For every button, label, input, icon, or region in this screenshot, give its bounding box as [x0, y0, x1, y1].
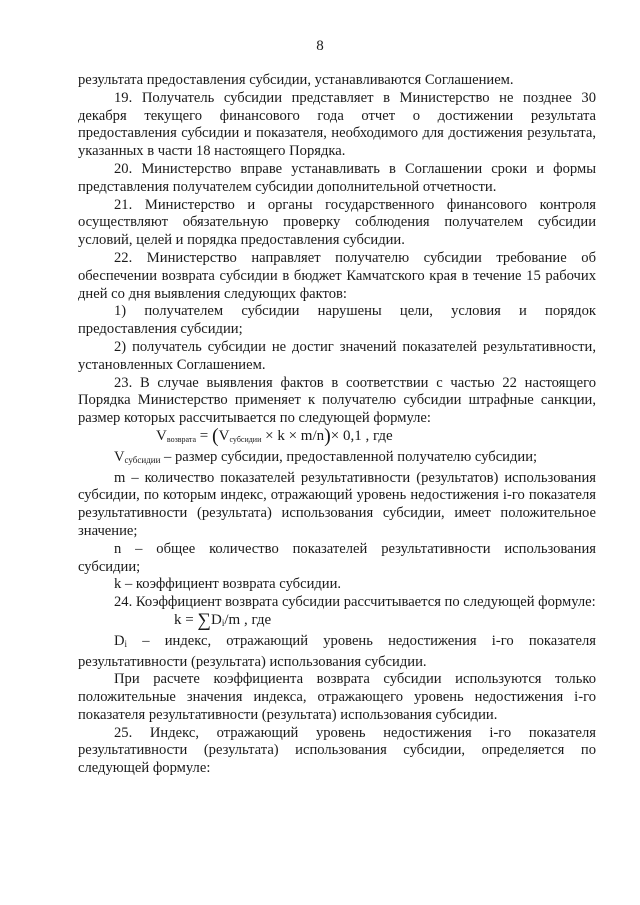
formula-v-subscript: возврата — [166, 434, 196, 444]
def-v-subscript: субсидии — [124, 454, 161, 465]
paragraph-23: 23. В случае выявления фактов в соответствии с частью 22 настоящего Порядка Министерство применяет к получателю субсидии штрафные санкции, размер которых рассчитывается по следующей формуле: — [78, 374, 596, 427]
document-body — [78, 72, 596, 778]
definition-di — [78, 633, 596, 672]
paragraph-25: 25. Индекс, отражающий уровень недостижения i-го показателя результативности (результата) использования субсидии, определяется по следующей формуле: — [78, 724, 596, 777]
formula-where: , где — [361, 427, 393, 444]
formula2-d-subscript: i — [221, 617, 225, 628]
def-d-subscript: i — [124, 638, 128, 649]
definition-m: m – количество показателей результативности (результатов) использования субсидии, по которым индекс, отражающий уровень недостижения i-го показателя результативности (результата) использования субсидии, имеет положительное значение; — [78, 469, 596, 539]
definition-vsubsidy — [78, 449, 596, 470]
paragraph-21: 21. Министерство и органы государственного финансового контроля осуществляют обязательную проверку соблюдения получателем субсидии условий, целей и порядка предоставления субсидии. — [78, 196, 596, 249]
paragraph-continuation: результата предоставления субсидии, устанавливаются Соглашением. — [78, 72, 514, 88]
page-number: 8 — [316, 38, 324, 54]
formula-open-paren: ( — [211, 424, 219, 447]
paragraph-note: При расчете коэффициента возврата субсидии используются только положительные значения индекса, отражающего уровень недостижения i-го показателя результативности (результата) использования субсидии. — [78, 671, 596, 723]
formula2-d: D — [211, 611, 222, 628]
formula-close-paren: ) — [324, 424, 331, 447]
formula2-rest: /m — [224, 611, 241, 628]
paragraph-22-item-1: 1) получателем субсидии нарушены цели, условия и порядок предоставления субсидии; — [78, 303, 596, 338]
formula-penalty — [78, 424, 596, 449]
paragraph-24: 24. Коэффициент возврата субсидии рассчитывается по следующей формуле: — [114, 594, 596, 611]
def-d-letter: D — [114, 632, 125, 649]
def-d-text: – индекс, отражающий уровень недостижения i-го показателя результативности (результата) использования субсидии. — [78, 632, 596, 670]
definition-k: k – коэффициент возврата субсидии. — [114, 576, 342, 593]
formula-coefficient — [78, 609, 596, 633]
formula-equals: = — [196, 427, 212, 444]
def-v-letter: V — [114, 448, 125, 465]
formula2-lhs: k = — [174, 611, 198, 628]
formula-v2-subscript: субсидии — [229, 434, 262, 444]
formula2-where: , где — [240, 611, 272, 628]
paragraph-22-item-2: 2) получатель субсидии не достиг значений показателей результативности, установленных Соглашением. — [78, 338, 596, 373]
paragraph-22: 22. Министерство направляет получателю субсидии требование об обеспечении возврата субсидии в бюджет Камчатского края в течение 15 рабочих дней со дня выявления следующих фактов: — [78, 249, 596, 302]
paragraph-20: 20. Министерство вправе устанавливать в Соглашении сроки и формы представления получателем субсидии дополнительной отчетности. — [78, 160, 596, 195]
definition-n: n – общее количество показателей результативности использования субсидии; — [78, 540, 596, 575]
paragraph-19: 19. Получатель субсидии представляет в Министерство не позднее 30 декабря текущего финансового года отчет о достижении результата предоставления субсидии и показателя, необходимого для достижения результата, указанных в части 18 настоящего Порядка. — [78, 89, 596, 160]
formula2-sum: ∑ — [197, 609, 212, 631]
def-v-text: – размер субсидии, предоставленной получателю субсидии; — [160, 448, 538, 465]
formula-tail: × 0,1 — [330, 427, 362, 444]
formula-v: V — [156, 427, 167, 444]
formula-v2: V — [218, 427, 230, 444]
formula-mid: × k × m/n — [261, 427, 325, 444]
